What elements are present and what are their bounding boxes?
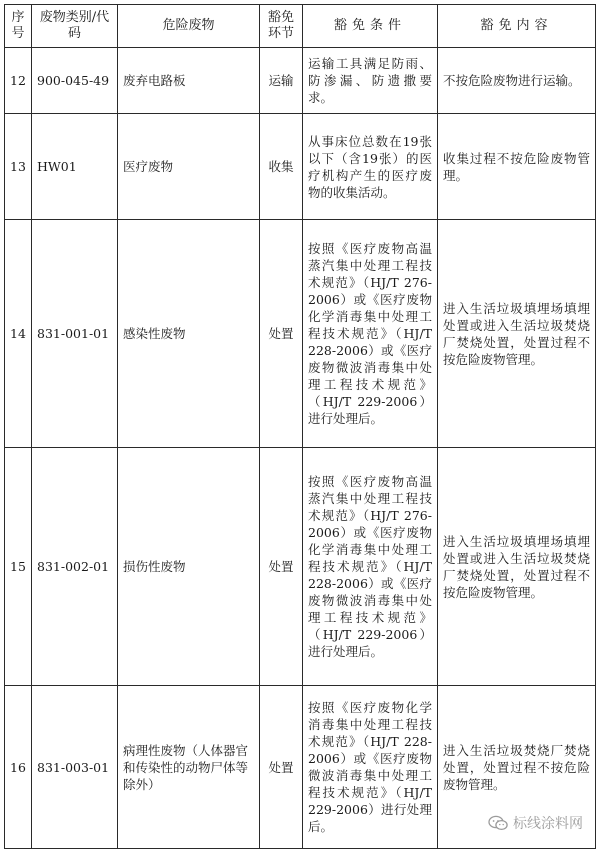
header-content: 豁免内容 xyxy=(438,5,596,48)
row-content: 进入生活垃圾填埋场填埋处置或进入生活垃圾焚烧厂焚烧处置，处置过程不按危险废物管理。 xyxy=(438,220,596,448)
row-seq: 13 xyxy=(5,114,32,220)
row-stage: 处置 xyxy=(260,686,303,849)
row-seq: 12 xyxy=(5,48,32,114)
row-seq: 14 xyxy=(5,220,32,448)
watermark xyxy=(488,813,583,833)
header-condition: 豁免条件 xyxy=(303,5,438,48)
row-content: 进入生活垃圾填埋场填埋处置或进入生活垃圾焚烧厂焚烧处置，处置过程不按危险废物管理。 xyxy=(438,448,596,686)
row-seq: 16 xyxy=(5,686,32,849)
row-stage: 收集 xyxy=(260,114,303,220)
row-code: 831-002-01 xyxy=(32,448,118,686)
row-condition: 运输工具满足防雨、防渗漏、防遗撒要求。 xyxy=(303,48,438,114)
header-stage: 豁免环节 xyxy=(260,5,303,48)
header-waste: 危险废物 xyxy=(118,5,260,48)
row-waste-name: 废弃电路板 xyxy=(118,48,260,114)
table-header-row xyxy=(5,5,596,48)
exemption-table xyxy=(4,4,596,849)
row-waste-name: 医疗废物 xyxy=(118,114,260,220)
row-code: 831-001-01 xyxy=(32,220,118,448)
row-content: 不按危险废物进行运输。 xyxy=(438,48,596,114)
table-row xyxy=(5,114,596,220)
row-condition: 按照《医疗废物高温蒸汽集中处理工程技术规范》（HJ/T 276-2006）或《医疗废物化学消毒集中处理工程技术规范》（HJ/T 228-2006）或《医疗废物微波消毒集中处理工程技术规范》（HJ/T 229-2006）进行处理后。 xyxy=(303,220,438,448)
row-stage: 处置 xyxy=(260,220,303,448)
table-row xyxy=(5,220,596,448)
row-seq: 15 xyxy=(5,448,32,686)
row-stage: 处置 xyxy=(260,448,303,686)
header-category: 废物类别/代码 xyxy=(32,5,118,48)
row-content: 收集过程不按危险废物管理。 xyxy=(438,114,596,220)
row-code: HW01 xyxy=(32,114,118,220)
row-code: 900-045-49 xyxy=(32,48,118,114)
row-waste-name: 损伤性废物 xyxy=(118,448,260,686)
table-row xyxy=(5,48,596,114)
row-condition: 从事床位总数在19张以下（含19张）的医疗机构产生的医疗废物的收集活动。 xyxy=(303,114,438,220)
wechat-icon xyxy=(488,815,508,831)
row-waste-name: 感染性废物 xyxy=(118,220,260,448)
row-condition: 按照《医疗废物化学消毒集中处理工程技术规范》（HJ/T 228-2006）或《医疗废物微波消毒集中处理工程技术规范》（HJ/T 229-2006）进行处理后。 xyxy=(303,686,438,849)
header-seq: 序号 xyxy=(5,5,32,48)
row-code: 831-003-01 xyxy=(32,686,118,849)
row-stage: 运输 xyxy=(260,48,303,114)
watermark-text: 标线涂料网 xyxy=(513,816,583,832)
row-content: 进入生活垃圾焚烧厂焚烧处置，处置过程不按危险废物管理。 xyxy=(438,686,596,849)
table-row xyxy=(5,448,596,686)
row-waste-name: 病理性废物（人体器官和传染性的动物尸体等除外） xyxy=(118,686,260,849)
row-condition: 按照《医疗废物高温蒸汽集中处理工程技术规范》（HJ/T 276-2006）或《医疗废物化学消毒集中处理工程技术规范》（HJ/T 228-2006）或《医疗废物微波消毒集中处理工程技术规范》（HJ/T 229-2006）进行处理后。 xyxy=(303,448,438,686)
